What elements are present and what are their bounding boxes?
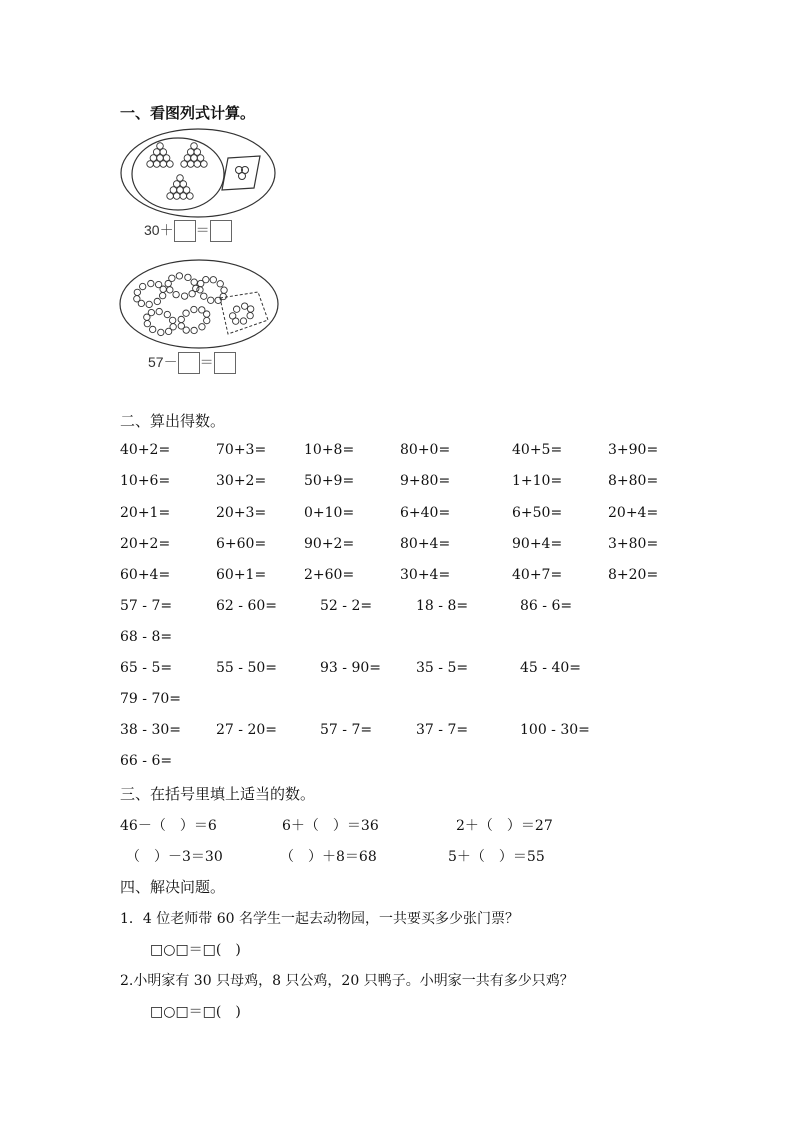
calc-item[interactable]: 1+10= xyxy=(512,473,563,489)
calc-item[interactable]: 9+80= xyxy=(400,473,451,489)
calc-row xyxy=(120,660,680,680)
calc-item[interactable]: 35 - 5= xyxy=(416,660,469,676)
calc-item[interactable]: 10+6= xyxy=(120,473,171,489)
calc-item[interactable]: 90+4= xyxy=(512,536,563,552)
picture1-circles xyxy=(118,126,278,220)
fill-item[interactable]: 2＋（ ）＝27 xyxy=(456,818,553,834)
calc-item[interactable]: 30+4= xyxy=(400,567,451,583)
calc-item[interactable]: 79 - 70= xyxy=(120,691,181,707)
calc-item[interactable]: 20+2= xyxy=(120,536,171,552)
section1-title: 一、看图列式计算。 xyxy=(120,104,256,122)
calc-item[interactable]: 40+2= xyxy=(120,442,171,458)
calc-item[interactable]: 6+50= xyxy=(512,505,563,521)
calc-item[interactable]: 80+0= xyxy=(400,442,451,458)
calc-item[interactable]: 68 - 8= xyxy=(120,629,173,645)
calc-item[interactable]: 66 - 6= xyxy=(120,753,173,769)
calc-row xyxy=(120,691,680,711)
picture1-expression xyxy=(144,220,232,242)
calc-item[interactable]: 57 - 7= xyxy=(120,598,173,614)
fill-item[interactable]: （ ）－3＝30 xyxy=(126,849,223,865)
calc-row xyxy=(120,722,680,742)
section3-title: 三、在括号里填上适当的数。 xyxy=(120,785,316,803)
calc-row xyxy=(120,505,680,525)
calc-item[interactable]: 100 - 30= xyxy=(520,722,590,738)
calc-item[interactable]: 37 - 7= xyxy=(416,722,469,738)
calc-item[interactable]: 90+2= xyxy=(304,536,355,552)
calc-row xyxy=(120,567,680,587)
picture2-prefix: 57－ xyxy=(148,354,178,370)
calc-item[interactable]: 3+90= xyxy=(608,442,659,458)
calc-item[interactable]: 18 - 8= xyxy=(416,598,469,614)
question-2: 2.小明家有 30 只母鸡，8 只公鸡，20 只鸭子。小明家一共有多少只鸡？ xyxy=(120,973,574,989)
calc-item[interactable]: 30+2= xyxy=(216,473,267,489)
picture2-expression xyxy=(148,352,236,374)
calc-item[interactable]: 38 - 30= xyxy=(120,722,181,738)
calc-row xyxy=(120,473,680,493)
calc-item[interactable]: 3+80= xyxy=(608,536,659,552)
picture1-prefix: 30＋ xyxy=(144,222,174,238)
calc-item[interactable]: 27 - 20= xyxy=(216,722,277,738)
fill-item[interactable]: （ ）＋8＝68 xyxy=(280,849,377,865)
fill-item[interactable]: 46－（ ）＝6 xyxy=(120,818,217,834)
calc-row xyxy=(120,598,680,618)
section4-title: 四、解决问题。 xyxy=(120,878,226,896)
calc-item[interactable]: 57 - 7= xyxy=(320,722,373,738)
calc-row xyxy=(120,629,680,649)
picture2-blank1[interactable] xyxy=(178,352,200,374)
calc-item[interactable]: 20+1= xyxy=(120,505,171,521)
fill-item[interactable]: 5＋（ ）＝55 xyxy=(448,849,545,865)
answer-1-template[interactable]: □○□＝□( ) xyxy=(150,942,241,958)
calc-item[interactable]: 86 - 6= xyxy=(520,598,573,614)
calc-item[interactable]: 50+9= xyxy=(304,473,355,489)
calc-item[interactable]: 6+40= xyxy=(400,505,451,521)
calc-item[interactable]: 70+3= xyxy=(216,442,267,458)
picture1-blank1[interactable] xyxy=(174,220,196,242)
calc-item[interactable]: 20+4= xyxy=(608,505,659,521)
calc-item[interactable]: 6+60= xyxy=(216,536,267,552)
calc-item[interactable]: 60+1= xyxy=(216,567,267,583)
calc-item[interactable]: 10+8= xyxy=(304,442,355,458)
fill-row-1 xyxy=(120,815,680,835)
calc-item[interactable]: 8+20= xyxy=(608,567,659,583)
calc-item[interactable]: 8+80= xyxy=(608,473,659,489)
calc-row xyxy=(120,753,680,773)
question-1: 1．4 位老师带 60 名学生一起去动物园，一共要买多少张门票？ xyxy=(120,911,519,927)
calc-item[interactable]: 80+4= xyxy=(400,536,451,552)
calc-item[interactable]: 0+10= xyxy=(304,505,355,521)
picture1-equals: ＝ xyxy=(195,222,210,238)
calc-item[interactable]: 52 - 2= xyxy=(320,598,373,614)
calc-item[interactable]: 2+60= xyxy=(304,567,355,583)
calc-item[interactable]: 93 - 90= xyxy=(320,660,381,676)
picture2-circles xyxy=(118,258,280,350)
picture1-blank2[interactable] xyxy=(210,220,232,242)
answer-2-template[interactable]: □○□＝□( ) xyxy=(150,1004,241,1020)
calc-item[interactable]: 55 - 50= xyxy=(216,660,277,676)
picture2-blank2[interactable] xyxy=(214,352,236,374)
calc-row xyxy=(120,442,680,462)
calc-row xyxy=(120,536,680,556)
calc-item[interactable]: 45 - 40= xyxy=(520,660,581,676)
calc-item[interactable]: 40+7= xyxy=(512,567,563,583)
fill-row-2 xyxy=(120,846,680,866)
calc-item[interactable]: 40+5= xyxy=(512,442,563,458)
calc-item[interactable]: 62 - 60= xyxy=(216,598,277,614)
calc-item[interactable]: 20+3= xyxy=(216,505,267,521)
section2-title: 二、算出得数。 xyxy=(120,412,226,430)
calc-item[interactable]: 60+4= xyxy=(120,567,171,583)
calc-item[interactable]: 65 - 5= xyxy=(120,660,173,676)
fill-item[interactable]: 6＋（ ）＝36 xyxy=(282,818,379,834)
picture2-equals: ＝ xyxy=(199,354,214,370)
